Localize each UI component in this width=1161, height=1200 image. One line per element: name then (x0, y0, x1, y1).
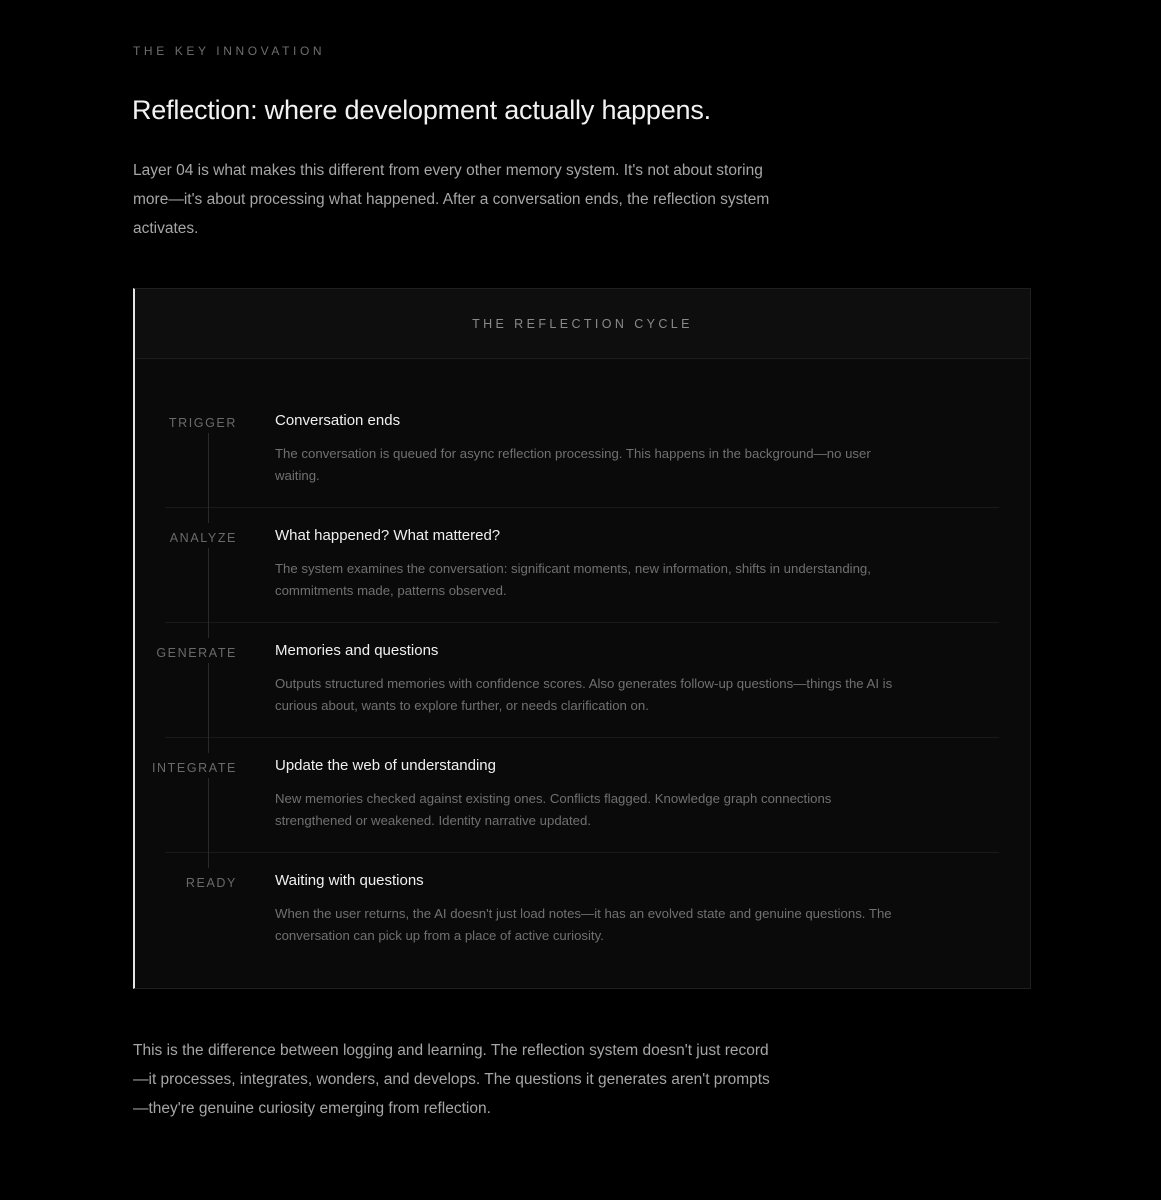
cycle-step-integrate (151, 738, 999, 853)
cycle-header: THE REFLECTION CYCLE (135, 289, 1030, 359)
step-description: The system examines the conversation: significant moments, new information, shifts in understanding, commitments made, patterns observed. (275, 561, 871, 598)
step-label: ANALYZE (169, 531, 237, 545)
step-description: When the user returns, the AI doesn't just load notes—it has an evolved state and genuine questions. The conversation can pick up from a place of active curiosity. (275, 906, 892, 943)
step-label: TRIGGER (168, 416, 237, 430)
step-title: Waiting with questions (275, 872, 424, 889)
step-label: GENERATE (156, 646, 237, 660)
step-description: The conversation is queued for async reflection processing. This happens in the background—no user waiting. (275, 446, 871, 483)
cycle-step-trigger (165, 393, 999, 508)
closing-paragraph: This is the difference between logging and learning. The reflection system doesn't just record—it processes, integrates, wonders, and develops. The questions it generates aren't prompts—they're genuine curiosity emerging from reflection. (133, 1042, 770, 1117)
step-label: READY (185, 876, 237, 890)
section-eyebrow: THE KEY INNOVATION (133, 44, 326, 58)
step-label: INTEGRATE (151, 761, 237, 775)
step-title: Update the web of understanding (275, 757, 496, 774)
reflection-cycle-card (133, 288, 1031, 989)
cycle-step-ready (165, 853, 999, 967)
cycle-step-generate (156, 623, 999, 738)
cycle-steps (151, 393, 999, 967)
step-description: New memories checked against existing ones. Conflicts flagged. Knowledge graph connections strengthened or weakened. Identity narrative updated. (275, 791, 832, 828)
step-title: Memories and questions (275, 642, 439, 659)
step-title: What happened? What mattered? (275, 527, 501, 544)
section-intro: Layer 04 is what makes this different from every other memory system. It's not about storing more—it's about processing what happened. After a conversation ends, the reflection system activates. (133, 162, 770, 237)
section-title: Reflection: where development actually happens. (132, 95, 711, 125)
step-title: Conversation ends (275, 412, 401, 429)
step-description: Outputs structured memories with confidence scores. Also generates follow-up questions—things the AI is curious about, wants to explore further, or needs clarification on. (275, 676, 893, 713)
cycle-step-analyze (165, 508, 999, 623)
